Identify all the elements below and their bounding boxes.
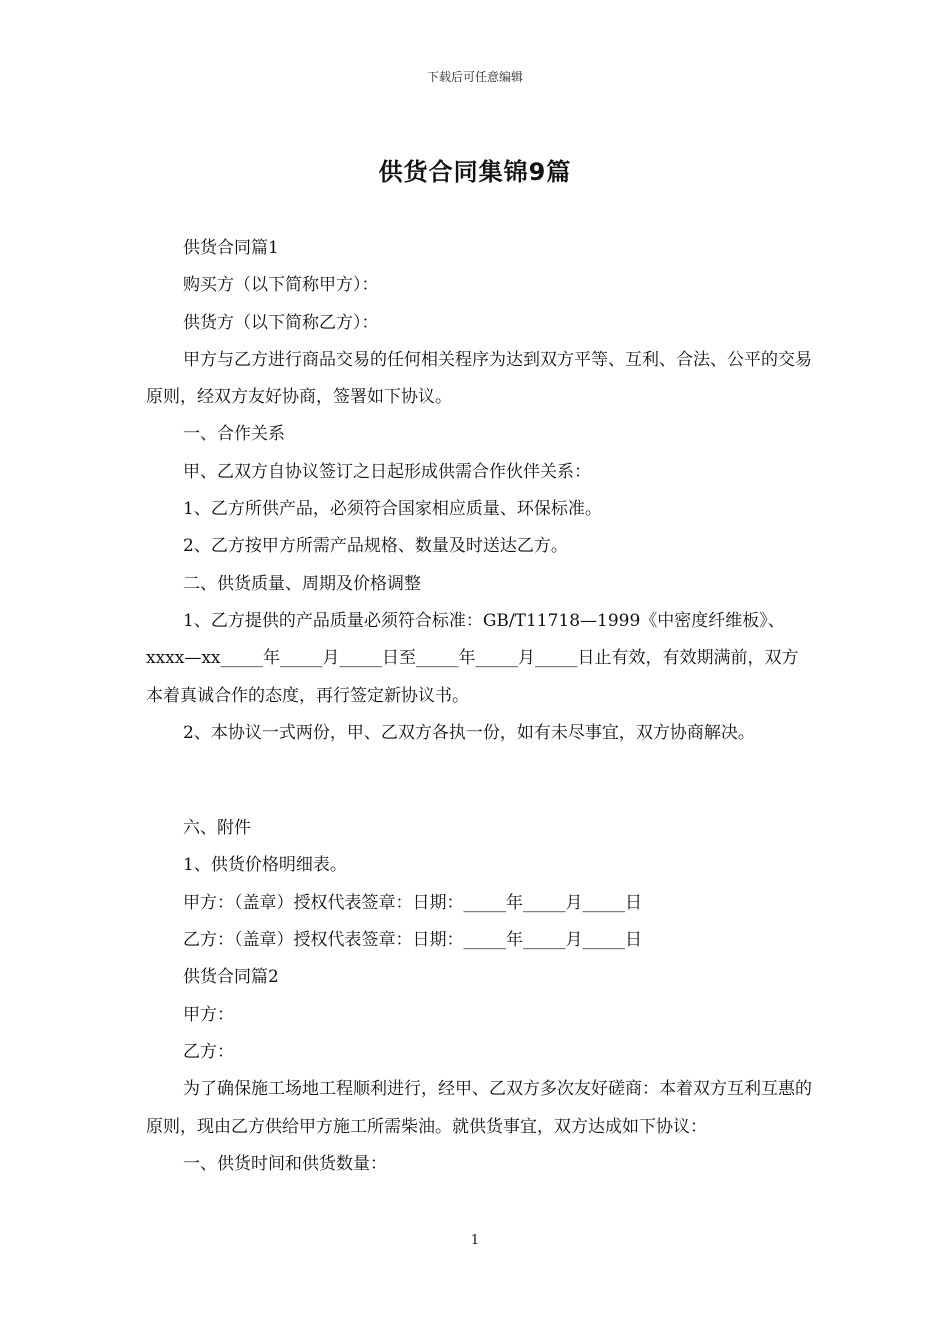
paragraph: 甲、乙双方自协议签订之日起形成供需合作伙伴关系： xyxy=(183,461,591,482)
paragraph-spacer xyxy=(146,769,812,793)
paragraph: 二、供货质量、周期及价格调整 xyxy=(183,573,421,594)
paragraph: 乙方：（盖章）授权代表签章：日期：_____年_____月_____日 xyxy=(183,930,642,951)
paragraph: 乙方： xyxy=(183,1041,234,1062)
paragraph: 1、乙方所供产品，必须符合国家相应质量、环保标准。 xyxy=(183,499,602,520)
paragraph: 供货合同篇2 xyxy=(183,967,279,988)
document-title: 供货合同集锦9篇 xyxy=(378,158,572,186)
paragraph: 供货方（以下简称乙方）： xyxy=(183,312,379,333)
page-header-note: 下载后可任意编辑 xyxy=(426,70,523,84)
paragraph: 一、供货时间和供货数量： xyxy=(183,1153,387,1174)
paragraph: 甲方与乙方进行商品交易的任何相关程序为达到双方平等、互利、合法、公平的交易原则，经双方友好协商，签署如下协议。 xyxy=(146,349,812,408)
paragraph: 甲方： xyxy=(183,1004,234,1025)
paragraph: 1、乙方提供的产品质量必须符合标准：GB/T11718—1999《中密度纤维板》、xxxx—xx_____年_____月_____日至_____年_____月_____日止有效，有效期满前，双方本着真诚合作的态度，再行签定新协议书。 xyxy=(146,610,799,706)
paragraph: 一、合作关系 xyxy=(183,424,285,445)
paragraph: 2、乙方按甲方所需产品规格、数量及时送达乙方。 xyxy=(183,536,568,557)
document-body xyxy=(146,230,812,1183)
page-number: 1 xyxy=(470,1233,480,1248)
paragraph: 供货合同篇1 xyxy=(183,238,279,258)
paragraph: 2、本协议一式两份，甲、乙双方各执一份，如有未尽事宜，双方协商解决。 xyxy=(183,722,755,743)
paragraph: 为了确保施工场地工程顺利进行，经甲、乙双方多次友好磋商：本着双方互利互惠的原则，现由乙方供给甲方施工所需柴油。就供货事宜，双方达成如下协议： xyxy=(146,1079,812,1137)
paragraph: 购买方（以下简称甲方）： xyxy=(183,275,379,296)
paragraph: 1、供货价格明细表。 xyxy=(183,855,347,876)
paragraph: 甲方：（盖章）授权代表签章：日期：_____年_____月_____日 xyxy=(183,892,642,913)
paragraph: 六、附件 xyxy=(183,818,251,839)
